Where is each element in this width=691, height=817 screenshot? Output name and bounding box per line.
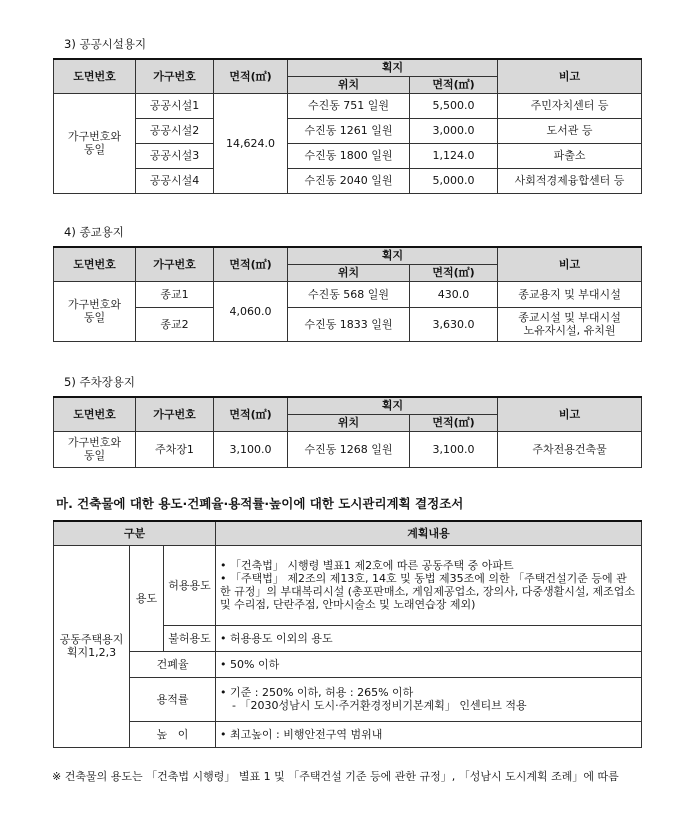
section-title-religious: 4) 종교용지 bbox=[64, 225, 124, 239]
disallowed-content: • 허용용도 이외의 용도 bbox=[216, 625, 642, 651]
col-drawing-no: 도면번호 bbox=[54, 247, 136, 281]
col-lot: 획지 bbox=[288, 247, 498, 264]
footnote: ※ 건축물의 용도는 「건축법 시행령」 별표 1 및 「주택건설 기준 등에 관한 규정」, 「성남시 도시계획 조례」에 따름 bbox=[52, 770, 619, 783]
col-category: 구분 bbox=[54, 521, 216, 545]
col-location: 위치 bbox=[288, 76, 410, 93]
col-lot: 획지 bbox=[288, 397, 498, 414]
allowed-label: 허용용도 bbox=[164, 545, 216, 625]
block-cell: 종교1 bbox=[136, 281, 214, 307]
list-item: • 「주택법」 제2조의 제13호, 14호 및 동법 제35조에 의한 「주택건설기준 등에 관한 규정」의 부대복리시설 (총포판매소, 게임제공업소, 장의사, 다중생활시설, 제조업소 및 수리점, 단란주점, 안마시술소 및 노래연습장 제외) bbox=[220, 572, 636, 611]
col-drawing-no: 도면번호 bbox=[54, 397, 136, 431]
table-row bbox=[54, 143, 642, 168]
section-title-public: 3) 공공시설용지 bbox=[64, 37, 147, 51]
col-remarks: 비고 bbox=[498, 247, 642, 281]
lot-area-cell: 3,000.0 bbox=[410, 118, 498, 143]
col-block-no: 가구번호 bbox=[136, 247, 214, 281]
area-cell: 4,060.0 bbox=[214, 281, 288, 341]
col-block-no: 가구번호 bbox=[136, 397, 214, 431]
use-label: 용도 bbox=[130, 545, 164, 651]
location-cell: 수진동 1833 일원 bbox=[288, 307, 410, 341]
public-facility-table bbox=[53, 58, 642, 194]
block-cell: 공공시설2 bbox=[136, 118, 214, 143]
lot-area-cell: 430.0 bbox=[410, 281, 498, 307]
height-label: 높 이 bbox=[130, 721, 216, 747]
remarks-cell: 종교용지 및 부대시설 bbox=[498, 281, 642, 307]
drawing-no-cell: 가구번호와 동일 bbox=[54, 431, 136, 467]
coverage-content: • 50% 이하 bbox=[216, 651, 642, 677]
plan-table bbox=[53, 520, 642, 748]
block-cell: 공공시설3 bbox=[136, 143, 214, 168]
far-content bbox=[216, 677, 642, 721]
remarks-cell: 파출소 bbox=[498, 143, 642, 168]
location-cell: 수진동 1800 일원 bbox=[288, 143, 410, 168]
coverage-label: 건폐율 bbox=[130, 651, 216, 677]
table-row bbox=[54, 721, 642, 747]
table-row bbox=[54, 545, 642, 625]
lot-area-cell: 5,000.0 bbox=[410, 168, 498, 193]
far-label: 용적률 bbox=[130, 677, 216, 721]
parking-table bbox=[53, 396, 642, 468]
col-lot-area: 면적(㎡) bbox=[410, 76, 498, 93]
location-cell: 수진동 751 일원 bbox=[288, 93, 410, 118]
col-location: 위치 bbox=[288, 414, 410, 431]
block-cell: 주차장1 bbox=[136, 431, 214, 467]
col-content: 계획내용 bbox=[216, 521, 642, 545]
remarks-cell: 주차전용건축물 bbox=[498, 431, 642, 467]
area-cell: 14,624.0 bbox=[214, 93, 288, 193]
lot-area-cell: 1,124.0 bbox=[410, 143, 498, 168]
table-row bbox=[54, 307, 642, 341]
col-block-no: 가구번호 bbox=[136, 59, 214, 93]
col-location: 위치 bbox=[288, 264, 410, 281]
table-row bbox=[54, 118, 642, 143]
col-lot-area: 면적(㎡) bbox=[410, 264, 498, 281]
remarks-cell: 종교시설 및 부대시설 노유자시설, 유치원 bbox=[498, 307, 642, 341]
drawing-no-cell: 가구번호와 동일 bbox=[54, 93, 136, 193]
height-content: • 최고높이 : 비행안전구역 범위내 bbox=[216, 721, 642, 747]
block-cell: 종교2 bbox=[136, 307, 214, 341]
col-drawing-no: 도면번호 bbox=[54, 59, 136, 93]
list-item: - 「2030성남시 도시·주거환경정비기본계획」 인센티브 적용 bbox=[232, 699, 527, 712]
plan-heading: 마. 건축물에 대한 용도·건폐율·용적률·높이에 대한 도시관리계획 결정조서 bbox=[56, 496, 464, 511]
area-cell: 3,100.0 bbox=[214, 431, 288, 467]
drawing-no-cell: 가구번호와 동일 bbox=[54, 281, 136, 341]
col-remarks: 비고 bbox=[498, 59, 642, 93]
lot-label: 공동주택용지 획지1,2,3 bbox=[54, 545, 130, 747]
lot-area-cell: 5,500.0 bbox=[410, 93, 498, 118]
table-row bbox=[54, 281, 642, 307]
col-remarks: 비고 bbox=[498, 397, 642, 431]
col-area: 면적(㎡) bbox=[214, 397, 288, 431]
col-lot-area: 면적(㎡) bbox=[410, 414, 498, 431]
table-row bbox=[54, 168, 642, 193]
lot-area-cell: 3,630.0 bbox=[410, 307, 498, 341]
block-cell: 공공시설1 bbox=[136, 93, 214, 118]
remarks-cell: 사회적경제융합센터 등 bbox=[498, 168, 642, 193]
location-cell: 수진동 1261 일원 bbox=[288, 118, 410, 143]
col-lot: 획지 bbox=[288, 59, 498, 76]
table-row bbox=[54, 651, 642, 677]
table-row bbox=[54, 93, 642, 118]
disallowed-label: 불허용도 bbox=[164, 625, 216, 651]
section-title-parking: 5) 주차장용지 bbox=[64, 375, 136, 389]
location-cell: 수진동 568 일원 bbox=[288, 281, 410, 307]
remarks-cell: 도서관 등 bbox=[498, 118, 642, 143]
religious-table bbox=[53, 246, 642, 342]
table-row bbox=[54, 431, 642, 467]
list-item: • 기준 : 250% 이하, 허용 : 265% 이하 bbox=[220, 686, 414, 699]
allowed-content bbox=[216, 545, 642, 625]
list-item: • 「건축법」 시행령 별표1 제2호에 따른 공동주택 중 아파트 bbox=[220, 559, 514, 572]
col-area: 면적(㎡) bbox=[214, 59, 288, 93]
location-cell: 수진동 1268 일원 bbox=[288, 431, 410, 467]
block-cell: 공공시설4 bbox=[136, 168, 214, 193]
lot-area-cell: 3,100.0 bbox=[410, 431, 498, 467]
col-area: 면적(㎡) bbox=[214, 247, 288, 281]
remarks-cell: 주민자치센터 등 bbox=[498, 93, 642, 118]
location-cell: 수진동 2040 일원 bbox=[288, 168, 410, 193]
table-row bbox=[54, 677, 642, 721]
